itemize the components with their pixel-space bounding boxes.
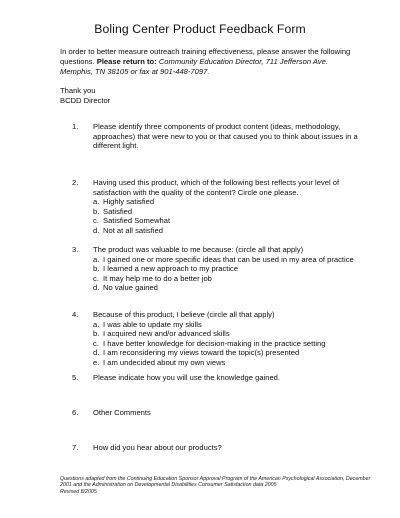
question-1: [60, 122, 380, 151]
form-title: Boling Center Product Feedback Form: [94, 22, 306, 36]
question-text: Other Comments: [93, 408, 151, 417]
option-item[interactable]: b. Satisfied: [93, 206, 133, 216]
option-item[interactable]: d. I am reconsidering my views toward the topic(s) presented: [93, 348, 300, 358]
intro-text: In order to better measure outreach training effectiveness, please answer the following questions.: [60, 47, 351, 66]
thanks-block: [60, 86, 110, 106]
question-number: 5.: [72, 373, 79, 382]
question-text: Please identify three components of product content (ideas, methodology, approaches) that were new to you or that caused you to think about issues in a different light.: [93, 122, 358, 151]
question-number: 6.: [72, 408, 79, 417]
option-list: [93, 320, 380, 368]
question-number: 7.: [72, 443, 79, 452]
question-text: Because of this product, I believe (circle all that apply): [93, 310, 275, 319]
option-item[interactable]: b. I acquired new and/or advanced skills: [93, 329, 230, 339]
question-text: Please indicate how you will use the knowledge gained.: [93, 373, 281, 382]
option-item[interactable]: d. No value gained: [93, 283, 158, 293]
question-number: 3.: [72, 245, 79, 254]
footer-source: Questions adapted from the Continuing Education Sponsor Approval Program of the American Psychological Association, December 2001 and the Administration on Developmental Disabilities Consumer Satisfaction data 2005: [60, 476, 371, 489]
option-item[interactable]: c. Satisfied Somewhat: [93, 216, 171, 226]
question-number: 4.: [72, 310, 79, 319]
option-list: [93, 197, 380, 235]
question-text: The product was valuable to me because: (circle all that apply): [93, 245, 304, 254]
option-item[interactable]: a. I gained one or more specific ideas that can be used in my area of practice: [93, 254, 354, 264]
question-7: [60, 443, 380, 453]
intro-paragraph: [60, 47, 360, 76]
question-3: [60, 245, 380, 293]
question-number: 2.: [72, 178, 79, 187]
option-item[interactable]: c. I have better knowledge for decision-making in the practice setting: [93, 338, 326, 348]
thanks-line: Thank you: [60, 86, 96, 95]
return-to-label: Please return to:: [96, 56, 157, 66]
question-6: [60, 408, 380, 418]
option-list: [93, 255, 380, 293]
question-number: 1.: [72, 122, 79, 131]
return-address: Community Education Director, 711 Jefferson Ave. Memphis, TN 38105 or fax at 901-448-7097.: [60, 56, 328, 76]
option-item[interactable]: a. I was able to update my skills: [93, 319, 202, 329]
option-item[interactable]: b. I learned a new approach to my practice: [93, 264, 239, 274]
question-4: [60, 310, 380, 368]
signature-line: BCDD Director: [60, 95, 111, 105]
question-text: How did you hear about our products?: [93, 443, 222, 452]
option-item[interactable]: a. Highly satisfied: [93, 197, 155, 207]
question-5: [60, 373, 380, 383]
option-item[interactable]: d. Not at all satisfied: [93, 225, 163, 235]
option-item[interactable]: e. I am undecided about my own views: [93, 357, 226, 367]
question-2: [60, 178, 380, 236]
question-text: Having used this product, which of the following best reflects your level of satisfaction with the quality of the content? Circle one please.: [93, 178, 340, 197]
footer-revised: Revised 8/2005: [60, 488, 97, 495]
footer-note: [60, 476, 380, 495]
option-item[interactable]: c. It may help me to do a better job: [93, 273, 212, 283]
